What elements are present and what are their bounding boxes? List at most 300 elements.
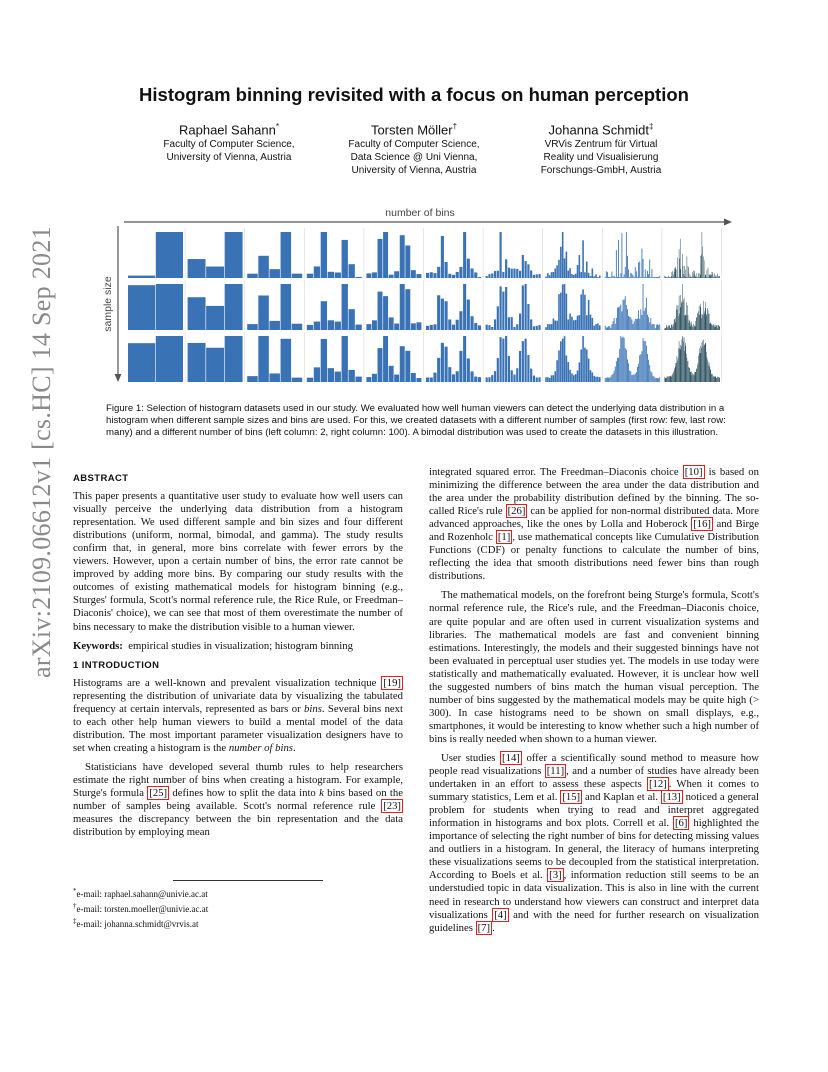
- histogram-bar: [627, 359, 628, 382]
- histogram-bar: [673, 275, 674, 278]
- histogram-bar: [711, 276, 712, 278]
- histogram-bar: [355, 325, 361, 330]
- histogram-bar: [620, 305, 621, 330]
- citation-link[interactable]: [15]: [562, 791, 581, 804]
- histogram-bar: [704, 344, 705, 382]
- histogram-bar: [610, 328, 611, 330]
- histogram-bar: [366, 273, 371, 278]
- histogram-bar: [156, 232, 183, 278]
- histogram-bar: [658, 325, 659, 330]
- histogram-bar: [609, 277, 610, 278]
- histogram-bar: [502, 272, 504, 278]
- histogram-bar: [718, 377, 719, 382]
- histogram-bar: [463, 232, 466, 278]
- histogram-bar: [562, 232, 564, 278]
- histogram-bar: [378, 348, 383, 382]
- histogram-bar: [314, 367, 320, 382]
- histogram-bar: [582, 289, 584, 330]
- histogram-bar: [549, 275, 551, 278]
- histogram-bar: [269, 373, 280, 382]
- histogram-bar: [701, 353, 702, 382]
- histogram-bar: [707, 316, 708, 330]
- figure-caption: Figure 1: Selection of histogram datasets used in our study. We evaluated how well human viewers can detect the underlying data distribution in a histogram when different sample sizes and bins are used. For this, we created datasets with a different number of samples (first row: few, last row: many) and a different number of bins (left column: 2, right column: 100). A bimodal distribution was used to create the datasets in this illustration.: [106, 403, 726, 439]
- histogram-bar: [634, 321, 635, 330]
- histogram-bar: [676, 363, 677, 382]
- histogram-bar: [511, 269, 513, 278]
- histogram-bar: [573, 275, 575, 278]
- histogram-bar: [699, 348, 700, 382]
- histogram-bar: [470, 371, 473, 382]
- histogram-bar: [712, 374, 713, 382]
- histogram-bar: [569, 370, 571, 382]
- histogram-bar: [712, 374, 713, 382]
- histogram-bar: [642, 315, 643, 330]
- citation-link[interactable]: [14]: [502, 751, 520, 764]
- histogram-bar: [556, 360, 558, 382]
- histogram-bar: [606, 327, 607, 330]
- histogram-bar: [719, 378, 720, 382]
- histogram-bar: [703, 256, 704, 278]
- histogram-bar: [590, 370, 592, 382]
- histogram-bar: [599, 325, 601, 330]
- histogram-bar: [691, 323, 692, 330]
- histogram-bar: [701, 307, 702, 330]
- histogram-bar: [710, 369, 711, 382]
- histogram-bar: [656, 378, 657, 382]
- histogram-bar: [579, 362, 581, 382]
- histogram-bar: [488, 377, 490, 382]
- histogram-bar: [657, 378, 658, 382]
- histogram-bar: [682, 336, 683, 382]
- histogram-bar: [258, 295, 269, 330]
- histogram-bar: [669, 325, 670, 330]
- histogram-bar: [188, 343, 206, 382]
- histogram-bar: [664, 328, 665, 330]
- histogram-bar: [674, 268, 675, 278]
- histogram-bar: [714, 273, 715, 278]
- figure-x-label: number of bins: [385, 207, 455, 219]
- author-name: Torsten Möller: [370, 122, 453, 138]
- histogram-bar: [618, 358, 619, 382]
- histogram-bar: [560, 247, 562, 278]
- histogram-bar: [676, 322, 677, 330]
- histogram-bar: [467, 300, 470, 330]
- histogram-bar: [685, 270, 686, 278]
- histogram-bar: [516, 324, 518, 330]
- histogram-bar: [630, 273, 631, 278]
- histogram-bar: [494, 319, 496, 330]
- histogram-bar: [502, 292, 504, 330]
- histogram-bar: [685, 315, 686, 330]
- histogram-bar: [378, 292, 383, 330]
- histogram-bar: [607, 327, 608, 330]
- histogram-bar: [416, 274, 421, 278]
- histogram-bar: [683, 300, 684, 330]
- histogram-bar: [605, 326, 606, 330]
- histogram-bar: [394, 271, 399, 278]
- histogram-bar: [642, 351, 643, 382]
- histogram-bar: [681, 269, 682, 278]
- histogram-bar: [666, 276, 667, 278]
- histogram-bar: [691, 372, 692, 382]
- histogram-bar: [342, 336, 348, 382]
- histogram-bar: [710, 274, 711, 278]
- histogram-bar: [366, 324, 371, 330]
- histogram-bar: [682, 284, 683, 330]
- histogram-bar: [606, 271, 607, 278]
- histogram-bar: [645, 308, 646, 330]
- histogram-bar: [445, 347, 448, 382]
- histogram-bar: [703, 315, 704, 330]
- histogram-bar: [269, 269, 280, 278]
- histogram-bar: [631, 320, 632, 331]
- histogram-bar: [474, 272, 477, 278]
- histogram-bar: [335, 372, 341, 382]
- histogram-bar: [709, 275, 710, 278]
- histogram-bar: [634, 375, 635, 382]
- histogram-bar: [571, 373, 573, 382]
- histogram-bar: [486, 276, 488, 278]
- author-mark: ‡: [649, 122, 654, 131]
- histogram-bar: [586, 262, 588, 278]
- histogram-bar: [614, 318, 615, 330]
- histogram-bar: [405, 245, 410, 278]
- histogram-bar: [698, 356, 699, 382]
- histogram-bar: [649, 260, 650, 279]
- histogram-bar: [633, 275, 634, 278]
- histogram-bar: [505, 336, 507, 382]
- histogram-bar: [624, 274, 625, 278]
- histogram-bar: [704, 345, 705, 382]
- histogram-bar: [669, 277, 670, 278]
- histogram-bar: [711, 324, 712, 330]
- histogram-bar: [188, 259, 206, 278]
- histogram-bar: [708, 362, 709, 382]
- histogram-bar: [713, 325, 714, 330]
- histogram-bar: [675, 269, 676, 278]
- histogram-bar: [584, 295, 586, 330]
- histogram-bar: [689, 320, 690, 330]
- histogram-bar: [508, 317, 510, 330]
- citation-link[interactable]: [19]: [383, 676, 401, 689]
- histogram-bar: [677, 258, 678, 278]
- histogram-bar: [719, 276, 720, 278]
- histogram-bar: [706, 277, 707, 278]
- histogram-bar: [579, 315, 581, 330]
- histogram-bar: [538, 274, 540, 278]
- histogram-bar: [717, 328, 718, 330]
- histogram-bar: [655, 328, 656, 330]
- histogram-bar: [708, 366, 709, 382]
- histogram-bar: [709, 324, 710, 330]
- histogram-bar: [678, 277, 679, 278]
- histogram-bar: [696, 326, 697, 330]
- histogram-bar: [718, 325, 719, 330]
- histogram-bar: [445, 301, 448, 330]
- histogram-bar: [575, 320, 577, 330]
- histogram-bar: [674, 319, 675, 330]
- citation-link[interactable]: [4]: [494, 908, 507, 921]
- citation-link[interactable]: [13]: [662, 791, 681, 804]
- histogram-bar: [513, 269, 515, 278]
- histogram-bar: [693, 270, 694, 278]
- histogram-bar: [553, 375, 555, 382]
- histogram-bar: [564, 284, 566, 330]
- author-affiliation: Forschungs-GmbH, Austria: [540, 165, 662, 177]
- histogram-bar: [497, 271, 499, 278]
- histogram-bar: [394, 375, 399, 382]
- histogram-bar: [703, 339, 704, 382]
- histogram-bar: [678, 358, 679, 382]
- histogram-bar: [426, 273, 429, 278]
- histogram-bar: [708, 314, 709, 330]
- histogram-bar: [688, 266, 689, 278]
- histogram-bar: [676, 363, 677, 382]
- histogram-bar: [680, 349, 681, 382]
- histogram-bar: [577, 265, 579, 278]
- histogram-bar: [430, 377, 433, 382]
- histogram-bar: [679, 341, 680, 382]
- footnotes: [73, 880, 403, 930]
- histogram-bar: [696, 369, 697, 382]
- histogram-bar: [702, 314, 703, 330]
- histogram-bar: [692, 375, 693, 382]
- histogram-bar: [674, 272, 675, 278]
- histogram-bar: [673, 325, 674, 330]
- histogram-bar: [629, 317, 630, 330]
- histogram-bar: [536, 326, 538, 330]
- histogram-bar: [666, 277, 667, 278]
- histogram-bar: [488, 325, 490, 330]
- histogram-bar: [547, 324, 549, 330]
- histogram-bar: [527, 355, 529, 382]
- histogram-bar: [711, 370, 712, 382]
- footnote: *e-mail: raphael.sahann@univie.ac.at: [73, 887, 208, 899]
- histogram-bar: [491, 327, 493, 330]
- histogram-bar: [684, 266, 685, 278]
- histogram-bar: [696, 317, 697, 330]
- histogram-bar: [717, 377, 718, 382]
- histogram-bar: [328, 272, 334, 278]
- histogram-bar: [656, 277, 657, 278]
- histogram-bar: [708, 310, 709, 330]
- histogram-bar: [687, 256, 688, 278]
- histogram-bar: [608, 326, 609, 330]
- citation-link[interactable]: [10]: [684, 466, 703, 478]
- histogram-bar: [281, 284, 292, 330]
- histogram-bar: [669, 277, 670, 278]
- histogram-bar: [640, 277, 641, 278]
- histogram-bar: [615, 277, 616, 278]
- histogram-bar: [654, 324, 655, 330]
- intro-paragraph: Statisticians have developed several thumb rules to help researchers estimate the right number of bins when creating a histogram. For example, Sturge's formula [25] defines how to split the data into k bins based on the number of samples being available. Scott's normal reference rule [23] measures the discrepancy between the bin representation and the data distribution by employing mean: [73, 760, 403, 839]
- histogram-bar: [513, 374, 515, 382]
- histogram-bar: [292, 324, 303, 330]
- citation-link[interactable]: [7]: [477, 921, 491, 934]
- histogram-bar: [681, 295, 682, 330]
- histogram-bar: [716, 325, 717, 330]
- histogram-bar: [666, 325, 667, 330]
- histogram-bar: [470, 316, 473, 330]
- histogram-bar: [716, 378, 717, 382]
- author-affiliation: University of Vienna, Austria: [351, 165, 477, 177]
- citation-link[interactable]: [1]: [497, 531, 511, 544]
- histogram-bar: [592, 318, 594, 330]
- histogram-bar: [695, 277, 696, 278]
- histogram-bar: [668, 325, 669, 330]
- histogram-bar: [156, 336, 183, 382]
- histogram-bar: [691, 372, 692, 382]
- histogram-bar: [705, 275, 706, 278]
- histogram-bar: [646, 277, 647, 278]
- histogram-bar: [647, 271, 648, 278]
- histogram-bar: [680, 307, 681, 330]
- histogram-bar: [494, 371, 496, 382]
- histogram-bar: [683, 338, 684, 382]
- histogram-bar: [441, 299, 444, 330]
- keywords: [73, 640, 403, 653]
- citation-link[interactable]: [11]: [546, 765, 565, 778]
- histogram-bar: [128, 343, 155, 382]
- histogram-bar: [595, 274, 597, 278]
- histogram-bar: [672, 271, 673, 278]
- histogram-bar: [653, 277, 654, 278]
- histogram-bar: [525, 284, 527, 330]
- histogram-bar: [538, 325, 540, 330]
- histogram-bar: [688, 361, 689, 382]
- citation-link[interactable]: [3]: [549, 869, 562, 882]
- histogram-bar: [619, 306, 620, 330]
- histogram-bar: [659, 377, 660, 382]
- histogram-bar: [590, 276, 592, 278]
- histogram-bar: [567, 362, 569, 382]
- citation-link[interactable]: [16]: [693, 518, 711, 531]
- histogram-bar: [611, 272, 612, 278]
- histogram-bar: [441, 236, 444, 278]
- histogram-bar: [558, 350, 560, 382]
- histogram-bar: [530, 369, 532, 382]
- histogram-bar: [342, 284, 348, 330]
- histogram-bar: [567, 319, 569, 330]
- histogram-bar: [692, 277, 693, 278]
- histogram-bar: [701, 256, 702, 278]
- histogram-bar: [689, 274, 690, 278]
- histogram-bar: [269, 321, 280, 330]
- histogram-bar: [635, 319, 636, 330]
- histogram-bar: [349, 309, 355, 330]
- citation-link[interactable]: [23]: [383, 800, 401, 813]
- histogram-bar: [582, 336, 584, 382]
- x-axis-arrowhead: [724, 219, 732, 226]
- histogram-bar: [699, 277, 700, 278]
- histogram-bar: [703, 301, 704, 330]
- histogram-bar: [624, 299, 625, 330]
- histogram-bar: [394, 324, 399, 331]
- histogram-bar: [667, 376, 668, 382]
- histogram-bar: [613, 276, 614, 278]
- histogram-bar: [692, 272, 693, 278]
- histogram-bar: [681, 277, 682, 278]
- histogram-bar: [636, 319, 637, 330]
- histogram-bar: [547, 273, 549, 278]
- histogram-bar: [673, 277, 674, 278]
- keywords-text: empirical studies in visualization; histogram binning: [128, 639, 353, 652]
- histogram-bar: [656, 325, 657, 330]
- histogram-bar: [617, 308, 618, 330]
- histogram-bar: [653, 324, 654, 330]
- histogram-bar: [673, 372, 674, 382]
- histogram-bar: [567, 271, 569, 278]
- histogram-bar: [292, 274, 303, 278]
- citation-link[interactable]: [12]: [648, 778, 667, 791]
- histogram-bar: [719, 327, 720, 330]
- histogram-bar: [617, 277, 618, 278]
- histogram-bar: [637, 319, 638, 330]
- histogram-bar: [626, 232, 627, 278]
- histogram-bar: [389, 366, 394, 382]
- histogram-bar: [400, 235, 405, 278]
- histogram-bar: [372, 272, 377, 278]
- histogram-bar: [416, 378, 421, 382]
- histogram-bar: [586, 349, 588, 382]
- author-mark: *: [275, 122, 279, 131]
- histogram-bar: [631, 273, 632, 278]
- histogram-bar: [640, 354, 641, 382]
- histogram-bar: [668, 377, 669, 383]
- histogram-bar: [616, 361, 617, 382]
- histogram-bar: [389, 317, 394, 330]
- histogram-bar: [705, 308, 706, 330]
- histogram-bar: [597, 323, 599, 330]
- author-affiliation: Faculty of Computer Science,: [348, 139, 480, 151]
- histogram-bar: [681, 345, 682, 382]
- author-affiliation: University of Vienna, Austria: [166, 152, 292, 164]
- histogram-bar: [693, 375, 694, 382]
- histogram-bar: [706, 314, 707, 330]
- histogram-bar: [445, 262, 448, 278]
- histogram-bar: [682, 301, 683, 330]
- author-affiliation: VRVis Zentrum für Virtual: [544, 139, 658, 151]
- citation-link[interactable]: [26]: [507, 505, 526, 518]
- histogram-bar: [667, 377, 668, 382]
- histogram-bar: [321, 339, 327, 382]
- histogram-bar: [593, 276, 595, 278]
- histogram-bar: [545, 327, 547, 330]
- histogram-bar: [558, 260, 560, 278]
- histogram-bar: [649, 365, 650, 382]
- histogram-bar: [637, 277, 638, 278]
- histogram-bar: [474, 377, 477, 382]
- right-column: [429, 466, 759, 941]
- histogram-bar: [128, 285, 155, 330]
- citation-link[interactable]: [6]: [675, 817, 688, 830]
- histogram-bar: [683, 302, 684, 330]
- histogram-bar: [644, 311, 645, 330]
- histogram-bar: [693, 327, 694, 330]
- histogram-bar: [595, 377, 597, 382]
- histogram-bar: [698, 311, 699, 330]
- histogram-bar: [430, 272, 433, 278]
- histogram-bar: [613, 321, 614, 330]
- histogram-bar: [522, 285, 524, 330]
- histogram-bar: [383, 336, 388, 382]
- histogram-bar: [607, 272, 608, 278]
- histogram-bar: [704, 314, 705, 330]
- histogram-bar: [711, 374, 712, 382]
- citation-link[interactable]: [25]: [149, 787, 168, 800]
- histogram-bar: [645, 341, 646, 382]
- histogram-bar: [625, 348, 626, 382]
